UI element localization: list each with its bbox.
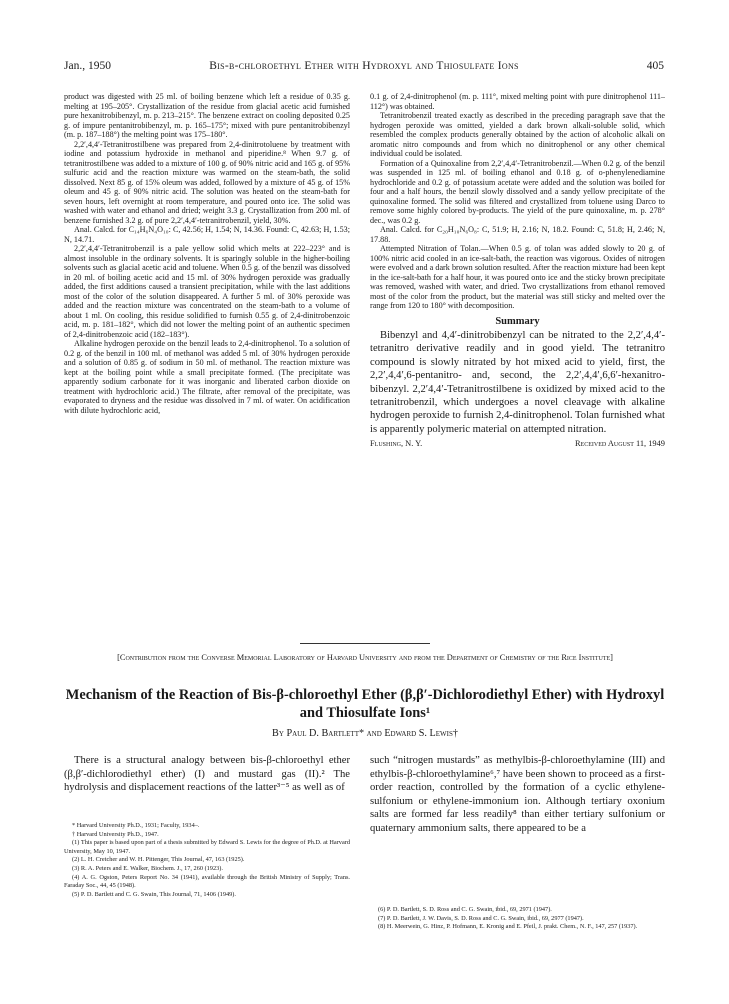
article-body-left [64, 754, 350, 795]
contribution-note: [Contribution from the Converse Memorial Laboratory of Harvard University and from the Department of Chemistry of the Rice Institute] [117, 653, 613, 662]
paragraph: Attempted Nitration of Tolan.—When 0.5 g. of tolan was added slowly to 20 g. of 100% nitric acid cooled in an ice-salt-bath, the reaction was vigorous. Oxides of nitrogen were evolved and a dark brown solution resulted. After the reaction mixture had been kept in the ice-salt-bath for a half hour, it was poured onto ice and the sticky brown precipitate was removed, washed with water, and dried. Two crystallizations from ethanol removed most of the color from the product, but the material was still sticky and melted over the range from 120 to 180° with decomposition. [370, 244, 665, 310]
paragraph: Alkaline hydrogen peroxide on the benzil leads to 2,4-dinitrophenol. To a solution of 0.2 g. of the benzil in 100 ml. of methanol was added 5 ml. of 30% hydrogen peroxide and a solution of 0.85 g. of sodium in 50 ml. of methanol. The reaction mixture was kept at the boiling point while a small precipitate formed. (The precipitate was apparently sodium carbonate for it was inorganic and liberated carbon dioxide on treatment with hydrochloric acid.) The filtrate, after removal of the precipitate, was evaporated to dryness and the residue was dissolved in 7 ml. of water. On acidification with dilute hydrochloric acid, [64, 339, 350, 415]
paragraph: 0.1 g. of 2,4-dinitrophenol (m. p. 111°, mixed melting point with pure dinitrophenol 111–112°) was obtained. [370, 92, 665, 111]
experimental-column-left [64, 92, 350, 415]
divider [300, 643, 430, 644]
paragraph: 2,2′,4,4′-Tetranitrostilbene was prepared from 2,4-dinitrotoluene by treatment with iodine and potassium hydroxide in methanol and piperidine.⁸ When 9.7 g. of tetranitrostilbene was added to a mixture of 100 g. of 90% nitric acid and 165 g. of 95% sulfuric acid and the reaction mixture was warmed on the steam-bath, the solid dissolved. Next 85 g. of 15% oleum was added, followed by a mixture of 45 g. of 15% oleum and 45 g. of 90% nitric acid. The solution was heated on the steam-bath for seven hours, left overnight at room temperature, and poured onto ice. The solid was washed with water and ethanol and dried; weight 3.3 g. Crystallization from 200 ml. of benzene furnished 3.2 g. of pure 2,2′,4,4′-tetranitrobenzil, yield, 30%. [64, 139, 350, 225]
footnote: (7) P. D. Bartlett, J. W. Davis, S. D. Ross and C. G. Swain, ibid., 69, 2977 (1947). [378, 914, 584, 922]
issue-date: Jan., 1950 [64, 60, 111, 72]
received-date: Received August 11, 1949 [574, 439, 665, 449]
paragraph: Formation of a Quinoxaline from 2,2′,4,4′-Tetranitrobenzil.—When 0.2 g. of the benzil was suspended in 125 ml. of boiling ethanol and 0.18 g. of o-phenylenediamine hydrochloride and 0.2 g. of potassium acetate were added and the solution was boiled for four and a half hours, the benzil slowly dissolved and a sandy yellow precipitate of the quinoxaline formed. The solid was filtered and crystallized from toluene using Darco to remove some highly colored by-products. The yield of the pure quinoxaline, m. p. 278° dec., was 0.2 g. [370, 158, 665, 225]
footnote: (2) L. H. Cretcher and W. H. Pittenger, This Journal, 47, 163 (1925). [72, 856, 245, 864]
footnote: (3) R. A. Peters and E. Walker, Biochem. J., 17, 260 (1923). [72, 864, 223, 872]
running-header [64, 60, 664, 76]
paragraph: Tetranitrobenzil treated exactly as described in the preceding paragraph save that the hydrogen peroxide was omitted, yielded a dark brown alkali-soluble solid, which resembled the complex products generally obtained by the action of alcoholic alkali on aromatic nitro compounds and from which no dinitrophenol or any other chemical individual could be isolated. [370, 111, 665, 158]
page-number: 405 [646, 60, 664, 72]
footnote: (5) P. D. Bartlett and C. G. Swain, This Journal, 71, 1406 (1949). [72, 890, 236, 898]
place: Flushing, N. Y. [370, 439, 423, 449]
footnotes-right [370, 906, 665, 932]
footnotes-left [64, 822, 350, 899]
footnote: (8) H. Meerwein, G. Hinz, P. Hofmann, E. Kronig and E. Pfeil, J. prakt. Chem., N. F., 147, 257 (1937). [378, 923, 638, 931]
analysis-paragraph: Anal. Calcd. for C₁₄H₆N₄O₁₀: C, 42.56; H, 1.54; N, 14.36. Found: C, 42.63; H, 1.53; N, 14.71. [64, 225, 350, 244]
running-title: Bis-β-chloroethyl Ether with Hydroxyl and Thiosulfate Ions [209, 60, 519, 72]
article-body-right [370, 754, 665, 836]
paragraph: 2,2′,4,4′-Tetranitrobenzil is a pale yellow solid which melts at 222–223° and is almost insoluble in the ordinary solvents. It is sparingly soluble in the higher-boiling solvents such as glacial acetic acid and toluene. When 0.5 g. of the benzil was dissolved in 20 ml. of boiling acetic acid and 15 ml. of 30% hydrogen peroxide was gradually added, the first additions caused a transient precipitation, while with the last additions most of the color of the solution disappeared. A further 5 ml. of 30% peroxide was added and the reaction mixture was concentrated on the steam-bath to a volume of about 1 ml. On cooling, this residue solidified to furnish 0.55 g. of 2,4-dinitrobenzoic acid, m. p. 181–182°, which did not lower the melting point of an authentic specimen of 2,4-dinitrobenzoic acid (182–183°). [64, 244, 350, 339]
authors: By Paul D. Bartlett* and Edward S. Lewis† [272, 728, 458, 739]
article-title: Mechanism of the Reaction of Bis-β-chloroethyl Ether (β,β′-Dichlorodiethyl Ether) with Hydroxyl and Thiosulfate Ions¹ [65, 687, 665, 721]
paragraph: product was digested with 25 ml. of boiling benzene which left a residue of 0.35 g. melting at 195–205°. Crystallization of the residue from glacial acetic acid furnished pure hexanitrobibenzyl, m. p. 213–215°. The benzene extract on cooling deposited 0.25 g. of impure pentanitrobibenzyl, m. p. 165–175°; mixed with pure pentanitrobibenzyl (m. p. 187–188°) the melting point was 175–180°. [64, 92, 350, 139]
footnote: (1) This paper is based upon part of a thesis submitted by Edward S. Lewis for the degree of Ph.D. at Harvard University, May 10, 1947. [64, 839, 350, 855]
experimental-column-right [370, 92, 665, 449]
footnote: (6) P. D. Bartlett, S. D. Ross and C. G. Swain, ibid., 69, 2971 (1947). [378, 906, 552, 913]
footnote: † Harvard University Ph.D., 1947. [72, 830, 159, 838]
footnote: * Harvard University Ph.D., 1931; Faculty, 1934–. [72, 822, 200, 829]
analysis-paragraph: Anal. Calcd. for C₂₀H₁₀N₆O₈: C, 51.9; H, 2.16; N, 18.2. Found: C, 51.8; H, 2.46; N, 17.88. [370, 225, 665, 244]
summary-text: Bibenzyl and 4,4′-dinitrobibenzyl can be nitrated to the 2,2′,4,4′-tetranitro derivative readily and in good yield. The tetranitro compound is slowly nitrated by hot mixed acid to yield, first, the 2,2′,4,4′,6-pentanitro- and, second, the 2,2′,4,4′,6,6′-hexanitro-bibenzyl. 2,2′4,4′-Tetranitrostilbene is oxidized by mixed acid to the tetranitrobenzil, which undergoes a novel cleavage with alkaline hydrogen peroxide to furnish 2,4-dinitrophenol. Tolan furnished what is apparently polymeric material on attempted nitration. [370, 330, 665, 435]
signature-line [370, 439, 665, 449]
footnote: (4) A. G. Ogston, Peters Report No. 34 (1941), available through the British Ministry of Supply; Trans. Faraday Soc., 44, 45 (1948). [64, 873, 350, 890]
paragraph: There is a structural analogy between bis-β-chloroethyl ether (β,β′-dichlorodiethyl ether) (I) and mustard gas (II).² The hydrolysis and displacement reactions of the latter³⁻⁵ as well as of [64, 755, 350, 794]
summary-heading: Summary [495, 315, 540, 327]
paragraph: such “nitrogen mustards” as methylbis-β-chloroethylamine (III) and ethylbis-β-chloroethylamine⁶,⁷ have been shown to proceed as a first-order reaction, controlled by the formation of a cyclic ethylene-sulfonium or ethylene-immonium ion. Although tertiary oxonium salts are formed far less readily⁸ than either tertiary sulfonium or quaternary ammonium salts, there appeared to be a [370, 755, 665, 834]
